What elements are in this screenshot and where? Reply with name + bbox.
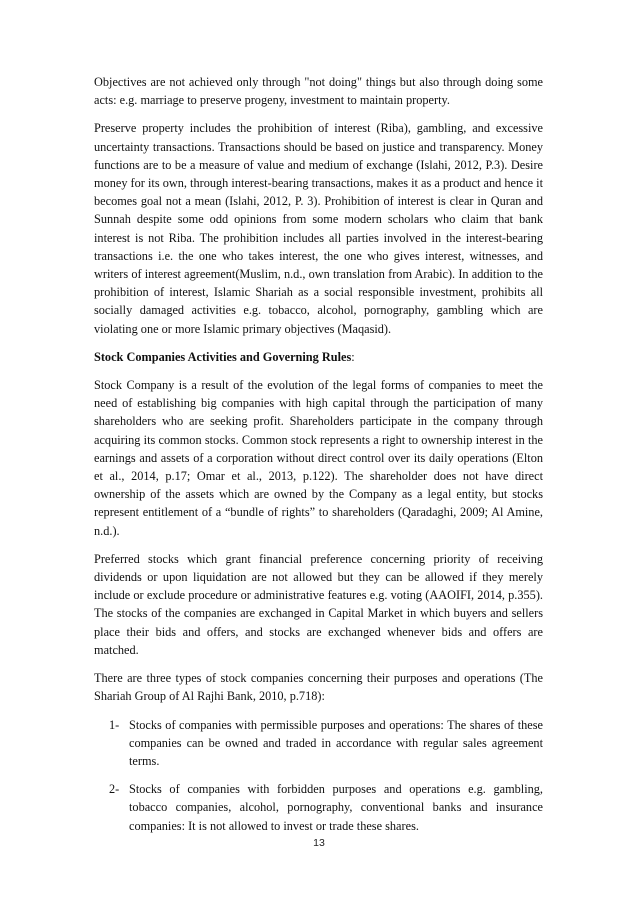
list-item-marker: 1- — [109, 717, 120, 732]
list-item-marker: 2- — [109, 782, 120, 797]
paragraph-preserve-property: Preserve property includes the prohibition of interest (Riba), gambling, and excessive uncertainty transactions. Transactions should be based on justice and transparency. Money functions are to be a measure of value and medium of exchange (Islahi, 2012, P.3). Desire money for its own, through interest-bearing transactions, makes it as a product and hence it becomes goal not a mean (Islahi, 2012, P. 3). Prohibition of interest is clear in Quran and Sunnah despite some odd opinions from some modern scholars who claim that bank interest is not Riba. The prohibition includes all parties involved in the interest-bearing transactions i.e. the one who takes interest, the one who gives interest, witnesses, and writers of interest agreement(Muslim, n.d., own translation from Arabic). In addition to the prohibition of interest, Islamic Shariah as a social responsible investment, prohibits all socially damaged activities e.g. tobacco, alcohol, pornography, gambling which are violating one or more Islamic primary objectives (Maqasid). — [94, 121, 543, 336]
page-number: 13 — [313, 837, 325, 849]
list-item-text: Stocks of companies with forbidden purposes and operations e.g. gambling, tobacco companies, alcohol, pornography, conventional banks and insurance companies: It is not allowed to invest or trade these shares. — [129, 782, 543, 833]
document-page — [94, 73, 543, 845]
list-item — [94, 716, 543, 771]
list-item — [94, 780, 543, 835]
section-heading-text: Stock Companies Activities and Governing Rules — [94, 349, 352, 364]
list-item-text: Stocks of companies with permissible purposes and operations: The shares of these companies can be owned and traded in accordance with regular sales agreement terms. — [129, 717, 543, 768]
section-heading-suffix: : — [351, 349, 355, 364]
paragraph-three-types: There are three types of stock companies concerning their purposes and operations (The Shariah Group of Al Rajhi Bank, 2010, p.718): — [94, 671, 543, 704]
section-heading — [94, 348, 543, 366]
paragraph-objectives: Objectives are not achieved only through "not doing" things but also through doing some acts: e.g. marriage to preserve progeny, investment to maintain property. — [94, 75, 543, 108]
stock-types-list — [94, 716, 543, 835]
paragraph-stock-company: Stock Company is a result of the evolution of the legal forms of companies to meet the need of establishing big companies with high capital through the participation of many shareholders who are seeking profit. Shareholders participate in the company through acquiring its common stocks. Common stock represents a right to ownership interest in the earnings and assets of a corporation without direct control over its daily operations (Elton et al., 2014, p.17; Omar et al., 2013, p.122). The shareholder does not have direct ownership of the assets which are owned by the Company as a legal entity, but stocks represent entitlement of a “bundle of rights” to shareholders (Qaradaghi, 2009; Al Amine, n.d.). — [94, 378, 543, 538]
paragraph-preferred-stocks: Preferred stocks which grant financial preference concerning priority of receiving dividends or upon liquidation are not allowed but they can be allowed if they merely include or exclude procedure or administrative features e.g. voting (AAOIFI, 2014, p.355). The stocks of the companies are exchanged in Capital Market in which buyers and sellers place their bids and offers, and stocks are exchanged whenever bids and offers are matched. — [94, 551, 543, 657]
